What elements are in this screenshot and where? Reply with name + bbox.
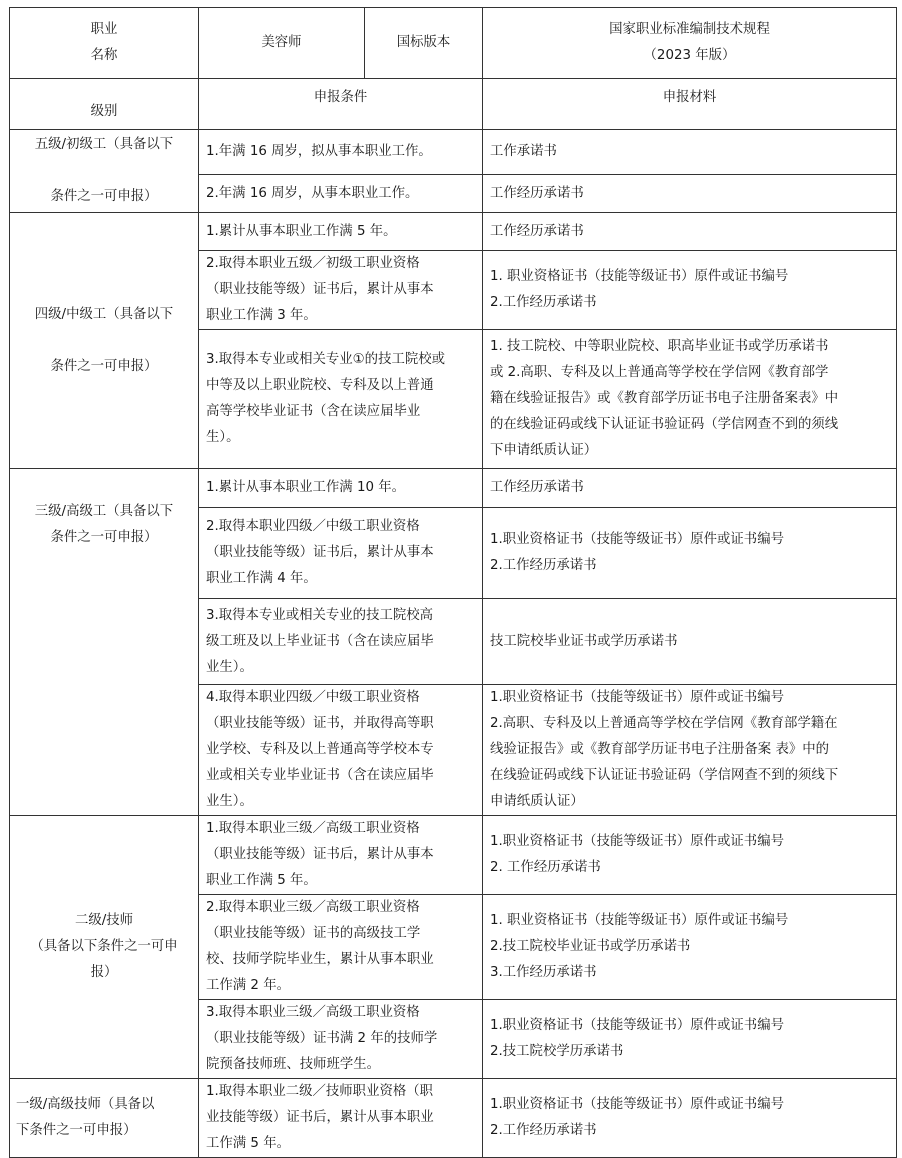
material-cell: 1. 技工院校、中等职业院校、职高毕业证书或学历承诺书 或 2.高职、专科及以上普通高等学校在学信网《教育部学 籍在线验证报告》或《教育部学历证书电子注册备案表》中 的在线验证码或线下认证证书验证码（学信网查不到的须线 下申请纸质认证） [483, 330, 897, 469]
profession-name: 美容师 [199, 8, 365, 79]
level-header: 级别 [10, 79, 199, 130]
table-row [10, 469, 897, 508]
condition-cell: 2.取得本职业五级／初级工职业资格 （职业技能等级）证书后，累计从事本 职业工作满 3 年。 [199, 251, 483, 330]
material-cell: 技工院校毕业证书或学历承诺书 [483, 599, 897, 685]
condition-cell: 4.取得本职业四级／中级工职业资格 （职业技能等级）证书，并取得高等职 业学校、专科及以上普通高等学校本专 业或相关专业毕业证书（含在读应届毕 业生）。 [199, 685, 483, 816]
table-row [10, 130, 897, 175]
conditions-header: 申报条件 [199, 79, 483, 130]
material-cell: 工作经历承诺书 [483, 469, 897, 508]
condition-cell: 2.取得本职业三级／高级工职业资格 （职业技能等级）证书的高级技工学 校、技师学院毕业生，累计从事本职业 工作满 2 年。 [199, 895, 483, 1000]
materials-header: 申报材料 [483, 79, 897, 130]
application-conditions-table [9, 7, 897, 1158]
condition-cell: 1.取得本职业三级／高级工职业资格 （职业技能等级）证书后，累计从事本 职业工作满 5 年。 [199, 816, 483, 895]
level-cell-5: 五级/初级工（具备以下 条件之一可申报） [10, 130, 199, 213]
material-cell: 1.职业资格证书（技能等级证书）原件或证书编号 2. 工作经历承诺书 [483, 816, 897, 895]
material-cell: 1. 职业资格证书（技能等级证书）原件或证书编号 2.工作经历承诺书 [483, 251, 897, 330]
spec-title: 国家职业标准编制技术规程 （2023 年版） [483, 8, 897, 79]
table-row [10, 1079, 897, 1158]
condition-cell: 3.取得本专业或相关专业的技工院校高 级工班及以上毕业证书（含在读应届毕 业生）。 [199, 599, 483, 685]
table-row [10, 816, 897, 895]
level-cell-2: 二级/技师 （具备以下条件之一可申 报） [10, 816, 199, 1079]
condition-cell: 1.取得本职业二级／技师职业资格（职 业技能等级）证书后，累计从事本职业 工作满 5 年。 [199, 1079, 483, 1158]
condition-cell: 1.累计从事本职业工作满 10 年。 [199, 469, 483, 508]
material-cell: 工作经历承诺书 [483, 213, 897, 251]
condition-cell: 3.取得本职业三级／高级工职业资格 （职业技能等级）证书满 2 年的技师学 院预备技师班、技师班学生。 [199, 1000, 483, 1079]
level-cell-4: 四级/中级工（具备以下 条件之一可申报） [10, 213, 199, 469]
condition-cell: 2.取得本职业四级／中级工职业资格 （职业技能等级）证书后，累计从事本 职业工作满 4 年。 [199, 508, 483, 599]
material-cell: 1.职业资格证书（技能等级证书）原件或证书编号 2.高职、专科及以上普通高等学校在学信网《教育部学籍在 线验证报告》或《教育部学历证书电子注册备案 表》中的 在线验证码或线下认证证书验证码（学信网查不到的须线下 申请纸质认证） [483, 685, 897, 816]
material-cell: 1.职业资格证书（技能等级证书）原件或证书编号 2.技工院校学历承诺书 [483, 1000, 897, 1079]
material-cell: 工作承诺书 [483, 130, 897, 175]
edition-label: 国标版本 [365, 8, 483, 79]
condition-cell: 1.累计从事本职业工作满 5 年。 [199, 213, 483, 251]
level-cell-3: 三级/高级工（具备以下 条件之一可申报） [10, 469, 199, 816]
condition-cell: 3.取得本专业或相关专业①的技工院校或 中等及以上职业院校、专科及以上普通 高等学校毕业证书（含在读应届毕业 生）。 [199, 330, 483, 469]
material-cell: 工作经历承诺书 [483, 175, 897, 213]
profession-label: 职业 名称 [10, 8, 199, 79]
condition-cell: 1.年满 16 周岁，拟从事本职业工作。 [199, 130, 483, 175]
table-row [10, 213, 897, 251]
condition-cell: 2.年满 16 周岁，从事本职业工作。 [199, 175, 483, 213]
material-cell: 1.职业资格证书（技能等级证书）原件或证书编号 2.工作经历承诺书 [483, 508, 897, 599]
level-cell-1: 一级/高级技师（具备以 下条件之一可申报） [10, 1079, 199, 1158]
material-cell: 1. 职业资格证书（技能等级证书）原件或证书编号 2.技工院校毕业证书或学历承诺书 3.工作经历承诺书 [483, 895, 897, 1000]
material-cell: 1.职业资格证书（技能等级证书）原件或证书编号 2.工作经历承诺书 [483, 1079, 897, 1158]
